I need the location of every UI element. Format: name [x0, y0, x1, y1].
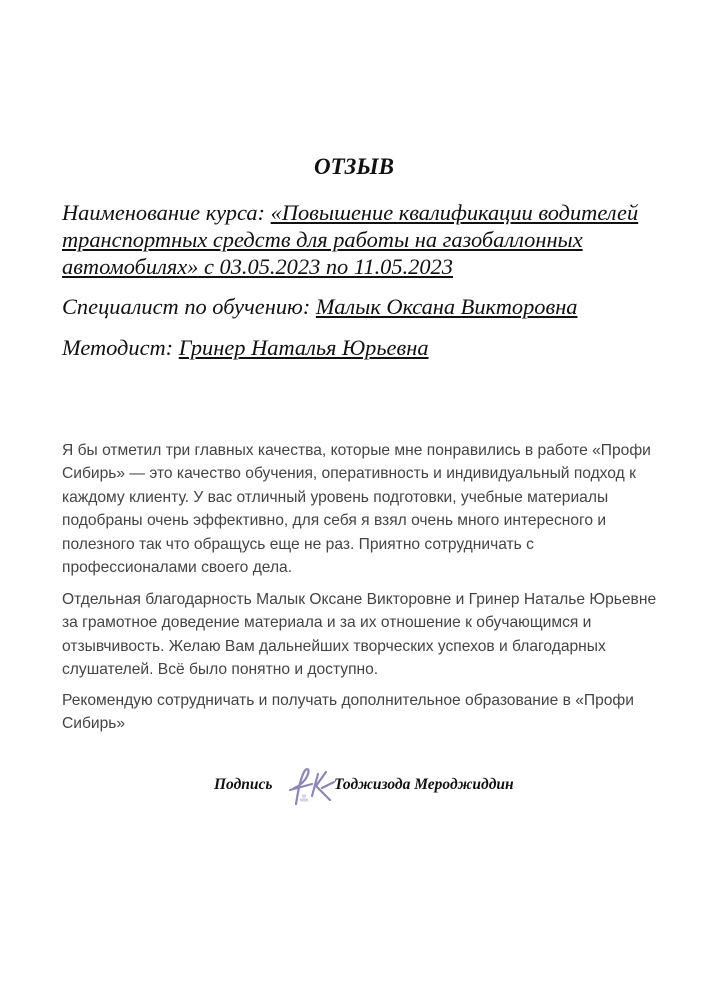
methodist-value: Гринер Наталья Юрьевна [178, 335, 429, 360]
course-label: Наименование курса: [62, 200, 266, 225]
signature-label: Подпись [214, 776, 273, 793]
review-paragraph-1: Я бы отметил три главных качества, которые мне понравились в работе «Профи Сибирь» — это качество обучения, оперативность и индивидуальный подход к каждому клиенту. У вас отличный уровень подготовки, учебные материалы подобраны очень эффективно, для себя я взял очень много интересного и полезного так что обращусь еще не раз. Приятно сотрудничать с профессионалами своего дела. [62, 442, 651, 577]
handwritten-signature-image [282, 766, 342, 808]
specialist-label: Специалист по обучению: [62, 294, 311, 319]
specialist-value: Малык Оксана Викторовна [315, 294, 578, 319]
signatory-name: Тоджизода Мероджиддин [334, 776, 514, 793]
signature-block [214, 766, 554, 806]
course-value: «Повышение квалификации водителей транспортных средств для работы на газобаллонных автомобилях» с 03.05.2023 по 11.05.2023 [62, 200, 639, 279]
specialist-line [62, 293, 672, 320]
methodist-line [62, 334, 672, 361]
course-line [62, 199, 672, 280]
methodist-label: Методист: [62, 335, 174, 360]
document-title: ОТЗЫВ [314, 154, 394, 179]
review-paragraph-3: Рекомендую сотрудничать и получать дополнительное образование в «Профи Сибирь» [62, 692, 634, 733]
review-paragraph-2: Отдельная благодарность Малык Оксане Викторовне и Гринер Наталье Юрьевне за грамотное доведение материала и за их отношение к обучающимся и отзывчивость. Желаю Вам дальнейших творческих успехов и благодарных слушателей. Всё было понятно и доступно. [62, 591, 657, 679]
